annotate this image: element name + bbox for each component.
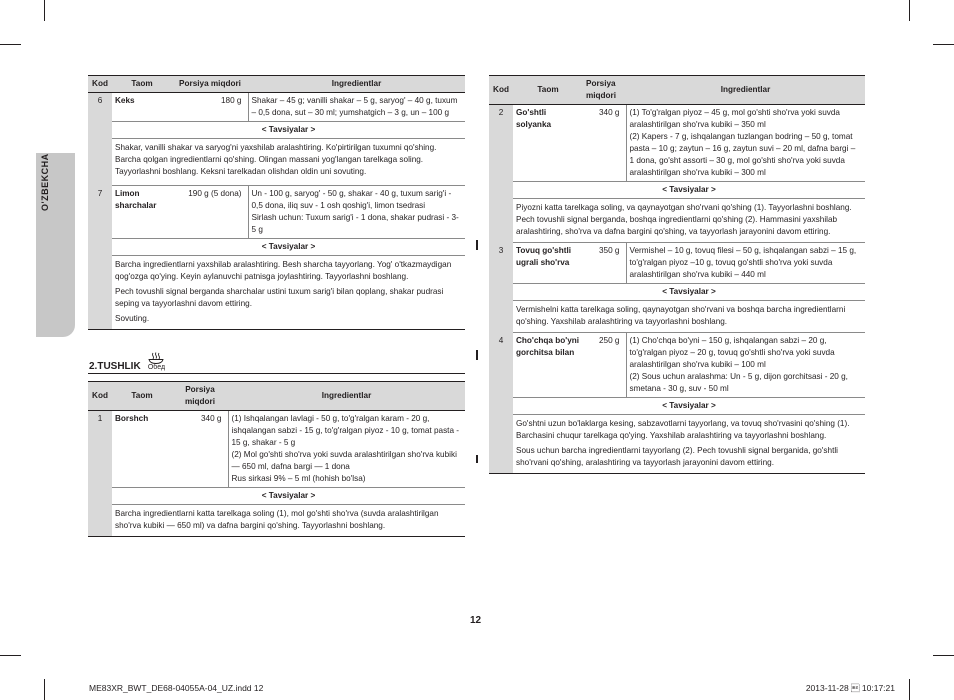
header-code: Kod — [88, 76, 112, 93]
tips-label: < Tavsiyalar > — [513, 284, 865, 301]
tips-label: < Tavsiyalar > — [513, 182, 865, 199]
recipe-portion: 350 g — [583, 243, 626, 284]
language-side-tab — [36, 153, 75, 337]
header-code: Kod — [489, 76, 513, 105]
recipe-portion: 180 g — [172, 93, 248, 122]
recipe-code: 3 — [489, 243, 513, 333]
tips-label-row — [88, 488, 465, 505]
table-header-row — [88, 76, 465, 93]
recipe-instructions: Shakar, vanilli shakar va saryog'ni yaxshilab aralashtiring. Ko'pirtirilgan tuxumni qo'shing. Barcha qolgan ingredientlarni qo'shing. Olingan massani yog'langan tarelkaga soling. Tayyorlashni boshlang. Keksni tarelkadan olishdan oldin uni sovuting. — [112, 139, 465, 186]
recipe-instructions: Barcha ingredientlarni katta tarelkaga soling (1), mol go'shti sho'rva (suvda aralashtirilgan sho'rva kubiki — 650 ml) va dafna bargini qo'shing. Tayyorlashni boshlang. — [112, 505, 465, 537]
recipe-portion: 190 g (5 dona) — [172, 186, 248, 239]
crop-mark — [476, 240, 478, 250]
crop-mark — [476, 350, 478, 360]
crop-mark — [909, 0, 910, 21]
crop-mark — [933, 655, 954, 656]
crop-mark — [933, 44, 954, 45]
recipe-instructions: Go'shtni uzun bo'laklarga kesing, sabzavotlarni tayyorlang, va tovuq sho'rvasini qo'shing (1). Barchasini chuqur tarelkaga qo'ying. Yaxshilab aralashtiring va tayyorlashni boshlang. Sous uchun barcha ingredientlarni tayyorlang (2). Pech tovushli signal berganida, go'shtli sho'rvani qo'shing, aralashtiring va tayyorlash jarayonini davom ettiring. — [513, 415, 865, 474]
tips-label-row — [489, 284, 865, 301]
instructions-row — [489, 199, 865, 243]
recipe-code: 2 — [489, 105, 513, 243]
recipe-table-left-top — [88, 75, 465, 330]
recipe-ingredients: (1) Cho'chqa bo'yni – 150 g, ishqalangan sabzi – 20 g, to'g'ralgan piyoz – 20 g, tovuq go'shtli sho'rva yoki suvda aralashtirilgan sho'rva kubiki – 100 ml (2) Sous uchun aralashma: Un - 5 g, dijon gorchitsasi - 20 g, smetana - 30 g, suv - 50 ml — [626, 333, 865, 398]
crop-mark — [476, 455, 478, 463]
section-title-text: 2.TUSHLIK — [89, 361, 141, 372]
crop-mark — [44, 0, 45, 21]
instructions-row — [489, 301, 865, 333]
recipe-instructions: Barcha ingredientlarni yaxshilab aralashtiring. Besh sharcha tayyorlang. Yog' o'tkazmaydigan qog'ozga qo'ying. Keyin aylanuvchi patnisga joylashtiring. Tayyorlashni boshlang. Pech tovushli signal berganda sharchalar ustini tuxum sarig'i bilan qoplang, shakar pudrasi seping va tayyorlashni davom ettiring. Sovuting. — [112, 256, 465, 330]
recipe-portion: 340 g — [172, 411, 228, 488]
table-header-row — [489, 76, 865, 105]
recipe-code: 4 — [489, 333, 513, 474]
tips-label-row — [88, 122, 465, 139]
tips-label: < Tavsiyalar > — [112, 488, 465, 505]
tips-label-row — [489, 182, 865, 199]
header-dish: Taom — [513, 76, 583, 105]
page-number: 12 — [470, 615, 482, 626]
section-rule — [88, 373, 465, 374]
instructions-row — [489, 415, 865, 474]
header-ingredients: Ingredientlar — [248, 76, 465, 93]
header-portion: Porsiya miqdori — [583, 76, 626, 105]
lunch-bowl-icon — [145, 352, 167, 372]
instructions-row — [88, 505, 465, 537]
recipe-name: Limon sharchalar — [112, 186, 172, 239]
icon-caption: Обед — [147, 364, 166, 371]
header-portion: Porsiya miqdori — [172, 76, 248, 93]
recipe-portion: 340 g — [583, 105, 626, 182]
table-row — [88, 93, 465, 122]
recipe-ingredients: Vermishel – 10 g, tovuq filesi – 50 g, ishqalangan sabzi – 15 g, to'g'ralgan piyoz –10 g, tovuq go'shtli sho'rva yoki suvda aralashtirilgan sho'rva kubiki – 440 ml — [626, 243, 865, 284]
recipe-name: Cho'chqa bo'yni gorchitsa bilan — [513, 333, 583, 398]
header-dish: Taom — [112, 76, 172, 93]
recipe-name: Keks — [112, 93, 172, 122]
table-row — [88, 186, 465, 239]
crop-mark — [0, 44, 21, 45]
recipe-ingredients: (1) To'g'ralgan piyoz – 45 g, mol go'shti sho'rva yoki suvda aralashtirilgan sho'rva kubiki – 350 ml (2) Kapers - 7 g, ishqalangan tuzlangan bodring – 50 g, tomat pasta – 10 g; zaytun – 16 g, zaytun suvi – 20 ml, dafna bargi – 1 dona, go'sht assorti – 30 g, mol go'shti sho'rva yoki suvda aralashtirilgan sho'rva kubiki – 300 ml — [626, 105, 865, 182]
crop-mark — [44, 679, 45, 700]
crop-mark — [909, 679, 910, 700]
tips-label: < Tavsiyalar > — [513, 398, 865, 415]
recipe-name: Tovuq go'shtli ugrali sho'rva — [513, 243, 583, 284]
table-row — [489, 333, 865, 398]
section-title — [89, 352, 167, 372]
tips-label: < Tavsiyalar > — [112, 239, 465, 256]
table-row — [489, 243, 865, 284]
table-header-row — [88, 382, 465, 411]
recipe-ingredients: Shakar – 45 g; vanilli shakar – 5 g, saryog' – 40 g, tuxum – 0,5 dona, sut – 30 ml; yumshatgich – 3 g, un – 100 g — [248, 93, 465, 122]
footer-timestamp: 2013-11-28  10:17:21 — [805, 683, 895, 693]
recipe-code: 1 — [88, 411, 112, 537]
recipe-instructions: Vermishelni katta tarelkaga soling, qaynayotgan sho'rvani va boshqa barcha ingredientlarni qo'shing. Yaxshilab aralashtiring va tayyorlashni boshlang. — [513, 301, 865, 333]
tips-label: < Tavsiyalar > — [112, 122, 465, 139]
instructions-row — [88, 139, 465, 186]
recipe-table-left-bottom — [88, 381, 465, 537]
table-row — [489, 105, 865, 182]
header-ingredients: Ingredientlar — [228, 382, 465, 411]
tips-label-row — [88, 239, 465, 256]
footer-file-name: ME83XR_BWT_DE68-04055A-04_UZ.indd 12 — [89, 683, 264, 693]
table-row — [88, 411, 465, 488]
recipe-instructions: Piyozni katta tarelkaga soling, va qaynayotgan sho'rvani qo'shing (1). Tayyorlashni boshlang. Pech tovushli signal berganda, boshqa ingredientlarni qo'shing (2). Hammasini yaxshilab aralashtiring, sho'rva va dafna bargini qo'shing, va tayyorlash jarayonini davom ettiring. — [513, 199, 865, 243]
recipe-ingredients: (1) Ishqalangan lavlagi - 50 g, to'g'ralgan karam - 20 g, ishqalangan sabzi - 15 g, to'g'ralgan piyoz - 10 g, tomat pasta - 15 g, shakar - 5 g (2) Mol go'shti sho'rva yoki suvda aralashtirilgan sho'rva kubiki — 650 ml, dafna bargi — 1 dona Rus sirkasi 9% – 5 ml (hohish bo'lsa) — [228, 411, 465, 488]
header-ingredients: Ingredientlar — [626, 76, 865, 105]
recipe-name: Borshch — [112, 411, 172, 488]
tips-label-row — [489, 398, 865, 415]
recipe-code: 6 — [88, 93, 112, 186]
header-code: Kod — [88, 382, 112, 411]
recipe-table-right — [489, 75, 865, 474]
recipe-code: 7 — [88, 186, 112, 330]
recipe-portion: 250 g — [583, 333, 626, 398]
header-dish: Taom — [112, 382, 172, 411]
language-label: O'ZBEKCHA — [40, 153, 50, 211]
recipe-ingredients: Un - 100 g, saryog' - 50 g, shakar - 40 g, tuxum sarig'i - 0,5 dona, iliq suv - 1 osh qoshig'i, limon tsedrasi Sirlash uchun: Tuxum sarig'i - 1 dona, shakar pudrasi - 3-5 g — [248, 186, 465, 239]
instructions-row — [88, 256, 465, 330]
recipe-name: Go'shtli solyanka — [513, 105, 583, 182]
header-portion: Porsiya miqdori — [172, 382, 228, 411]
crop-mark — [0, 655, 21, 656]
